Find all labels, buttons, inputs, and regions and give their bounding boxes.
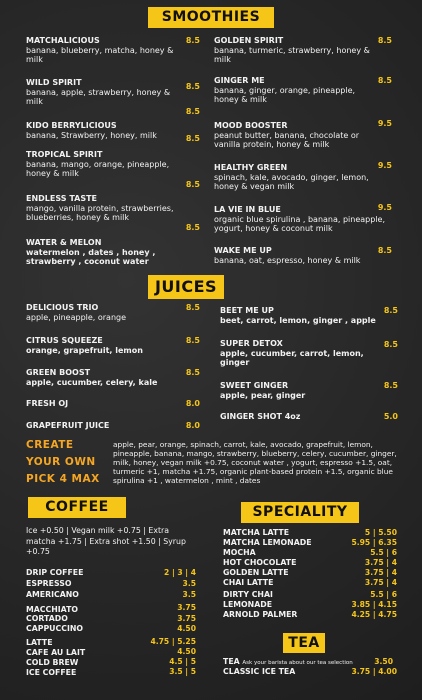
tea-name: TEA <box>223 657 240 666</box>
coffee-price-latte: 4.75 | 5.25 <box>150 637 196 646</box>
item-desc: banana, Strawberry, honey, milk <box>26 130 157 140</box>
item-price: 8.5 <box>377 76 392 85</box>
item-price: 8.5 <box>377 36 392 45</box>
coffee-price-drip: 2 | 3 | 4 <box>164 568 196 577</box>
item-name: WAKE ME UP <box>214 246 272 255</box>
item-desc: watermelon , dates , honey , strawberry , coconut water <box>26 247 156 266</box>
smoothie-item-kido-berrylicious <box>26 121 176 140</box>
speciality-item-lemonade: LEMONADE <box>223 600 273 609</box>
coffee-addons-note: Ice +0.50 | Vegan milk +0.75 | Extra matcha +1.75 | Extra shot +1.50 | Syrup +0.75 <box>26 526 186 556</box>
item-price: 8.5 <box>185 368 200 377</box>
item-desc: organic blue spirulina , banana, pineapple, yogurt, honey & coconut milk <box>214 214 386 233</box>
juice-item-ginger-shot <box>220 412 370 422</box>
item-name: GINGER ME <box>214 76 265 85</box>
speciality-price-chai-latte: 3.75 | 4 <box>364 578 397 587</box>
smoothie-item-wake-me-up <box>214 246 374 265</box>
item-desc: banana, mango, orange, pineapple, honey & milk <box>26 159 170 178</box>
item-name: MOOD BOOSTER <box>214 121 288 130</box>
speciality-price-matcha-lemonade: 5.95 | 6.35 <box>351 538 397 547</box>
item-price: 8.5 <box>383 340 398 349</box>
item-name: GINGER SHOT 4oz <box>220 412 301 421</box>
smoothie-item-golden-spirit <box>214 36 374 65</box>
speciality-price-arnold-palmer: 4.25 | 4.75 <box>351 610 397 619</box>
item-desc: apple, pear, ginger <box>220 390 306 400</box>
speciality-item-dirty-chai: DIRTY CHAI <box>223 590 273 599</box>
item-name: LA VIE IN BLUE <box>214 205 281 214</box>
speciality-title: SPECIALITY <box>241 502 359 523</box>
juice-item-fresh-oj <box>26 399 176 409</box>
smoothie-item-matchalicious <box>26 36 176 65</box>
coffee-title: COFFEE <box>28 497 126 518</box>
item-price: 9.5 <box>377 161 392 170</box>
create-your-own-ingredients: apple, pear, orange, spinach, carrot, kale, avocado, grapefruit, lemon, pineapple, banana, mango, strawberry, blueberry, celery, cucumber, ginger, milk, honey, vegan milk +0.75, coconut water , yogurt, espresso +1.5, oat, turmeric +1, matcha +1.75, organic plant-based protein +1.5, organic blue spirulina +1 , watermelon , mint , dates <box>113 440 397 485</box>
item-price: 8.5 <box>185 36 200 45</box>
item-desc: apple, cucumber, celery, kale <box>26 377 158 387</box>
tea-sub: Ask your barista about our tea selection <box>242 660 353 666</box>
coffee-price-espresso: 3.5 <box>182 579 196 588</box>
create-line-1: CREATE <box>26 439 74 451</box>
coffee-price-macchiato: 3.75 <box>177 603 196 612</box>
item-name: FRESH OJ <box>26 399 69 408</box>
smoothie-item-endless-taste <box>26 194 186 223</box>
item-name: WILD SPIRIT <box>26 78 82 87</box>
item-price: 8.5 <box>185 336 200 345</box>
tea-price-classic-ice-tea: 3.75 | 4.00 <box>351 667 397 676</box>
juice-item-delicious-trio <box>26 303 176 322</box>
speciality-item-hot-chocolate: HOT CHOCOLATE <box>223 558 297 567</box>
item-price: 9.5 <box>377 119 392 128</box>
coffee-item-cafe-au-lait: CAFE AU LAIT <box>26 648 86 657</box>
item-name: GREEN BOOST <box>26 368 91 377</box>
item-desc: banana, oat, espresso, honey & milk <box>214 255 361 265</box>
item-desc: beet, carrot, lemon, ginger , apple <box>220 315 376 325</box>
item-desc: banana, ginger, orange, pineapple, honey & milk <box>214 85 356 104</box>
item-name: KIDO BERRYLICIOUS <box>26 121 117 130</box>
item-name: MATCHALICIOUS <box>26 36 100 45</box>
juice-item-super-detox <box>220 339 370 368</box>
smoothie-item-healthy-green <box>214 163 374 192</box>
juices-title: JUICES <box>148 275 224 299</box>
juice-item-citrus-squeeze <box>26 336 176 355</box>
tea-title: TEA <box>283 633 325 653</box>
item-price: 9.5 <box>377 203 392 212</box>
speciality-price-mocha: 5.5 | 6 <box>370 548 397 557</box>
item-price: 8.5 <box>185 223 200 232</box>
item-desc: banana, apple, strawberry, honey & milk <box>26 87 171 106</box>
item-name: CITRUS SQUEEZE <box>26 336 103 345</box>
coffee-item-drip: DRIP COFFEE <box>26 568 84 577</box>
item-desc: apple, cucumber, carrot, lemon, ginger <box>220 348 364 367</box>
item-price: 8.5 <box>185 82 200 91</box>
item-price: 8.5 <box>383 381 398 390</box>
create-line-2: YOUR OWN <box>26 456 96 468</box>
speciality-item-golden-latte: GOLDEN LATTE <box>223 568 289 577</box>
speciality-price-dirty-chai: 5.5 | 6 <box>370 590 397 599</box>
smoothie-item-ginger-me <box>214 76 374 105</box>
item-price: 8.5 <box>185 303 200 312</box>
coffee-price-cortado: 3.75 <box>177 614 196 623</box>
speciality-item-chai-latte: CHAI LATTE <box>223 578 274 587</box>
item-price: 8.0 <box>185 421 200 430</box>
create-your-own-heading <box>26 438 116 487</box>
item-name: WATER & MELON <box>26 238 102 247</box>
item-desc: peanut butter, banana, chocolate or vanilla protein, honey & milk <box>214 130 360 149</box>
item-name: GOLDEN SPIRIT <box>214 36 284 45</box>
coffee-price-americano: 3.5 <box>182 590 196 599</box>
item-desc: banana, blueberry, matcha, honey & milk <box>26 45 174 64</box>
coffee-item-cortado: CORTADO <box>26 614 68 623</box>
item-name: BEET ME UP <box>220 306 274 315</box>
juice-item-greenboost <box>26 368 176 387</box>
smoothie-item-wild-spirit <box>26 78 176 107</box>
item-desc: spinach, kale, avocado, ginger, lemon, honey & vegan milk <box>214 172 369 191</box>
item-price: 8.5 <box>377 246 392 255</box>
speciality-price-hot-chocolate: 3.75 | 4 <box>364 558 397 567</box>
coffee-price-cold-brew: 4.5 | 5 <box>169 657 196 666</box>
speciality-price-golden-latte: 3.75 | 4 <box>364 568 397 577</box>
item-price: 8.5 <box>383 306 398 315</box>
juice-item-beet-me-up <box>220 306 380 325</box>
juice-item-grapefruit-juice <box>26 421 176 431</box>
item-desc: orange, grapefruit, lemon <box>26 345 143 355</box>
item-name: ENDLESS TASTE <box>26 194 98 203</box>
create-line-3: PICK 4 MAX <box>26 473 100 485</box>
item-name: TROPICAL SPIRIT <box>26 150 103 159</box>
coffee-item-latte: LATTE <box>26 638 53 647</box>
speciality-price-matcha-latte: 5 | 5.50 <box>364 528 397 537</box>
item-desc: banana, turmeric, strawberry, honey & milk <box>214 45 370 64</box>
item-name: HEALTHY GREEN <box>214 163 288 172</box>
speciality-price-lemonade: 3.85 | 4.15 <box>351 600 397 609</box>
smoothie-item-mood-booster <box>214 121 374 150</box>
item-price: 8.0 <box>185 399 200 408</box>
item-desc: mango, vanilla protein, strawberries, blueberries, honey & milk <box>26 203 174 222</box>
item-name: GRAPEFRUIT JUICE <box>26 421 110 430</box>
coffee-item-cold-brew: COLD BREW <box>26 658 79 667</box>
speciality-item-matcha-lemonade: MATCHA LEMONADE <box>223 538 312 547</box>
juice-item-sweet-ginger <box>220 381 370 400</box>
coffee-item-macchiato: MACCHIATO <box>26 605 79 614</box>
coffee-price-cafe-au-lait: 4.50 <box>177 647 196 656</box>
item-price: 8.5 <box>185 134 200 143</box>
coffee-item-ice-coffee: ICE COFFEE <box>26 668 77 677</box>
smoothie-item-water-melon <box>26 238 176 267</box>
speciality-item-mocha: MOCHA <box>223 548 256 557</box>
coffee-item-cappuccino: CAPPUCCINO <box>26 624 84 633</box>
smoothie-item-tropical-spirit <box>26 150 176 179</box>
tea-item-classic-ice-tea: CLASSIC ICE TEA <box>223 667 296 676</box>
coffee-item-americano: AMERICANO <box>26 590 79 599</box>
coffee-price-cappuccino: 4.50 <box>177 624 196 633</box>
item-desc: apple, pineapple, orange <box>26 312 127 322</box>
tea-price-tea: 3.50 <box>374 657 393 666</box>
item-price: 8.5 <box>185 107 200 116</box>
item-name: SWEET GINGER <box>220 381 289 390</box>
item-price: 8.5 <box>185 180 200 189</box>
coffee-item-espresso: ESPRESSO <box>26 579 72 588</box>
speciality-item-matcha-latte: MATCHA LATTE <box>223 528 290 537</box>
item-name: DELICIOUS TRIO <box>26 303 99 312</box>
item-name: SUPER DETOX <box>220 339 283 348</box>
item-price: 5.0 <box>383 412 398 421</box>
coffee-price-ice-coffee: 3.5 | 5 <box>169 667 196 676</box>
speciality-item-arnold-palmer: ARNOLD PALMER <box>223 610 298 619</box>
smoothies-title: SMOOTHIES <box>148 7 274 28</box>
